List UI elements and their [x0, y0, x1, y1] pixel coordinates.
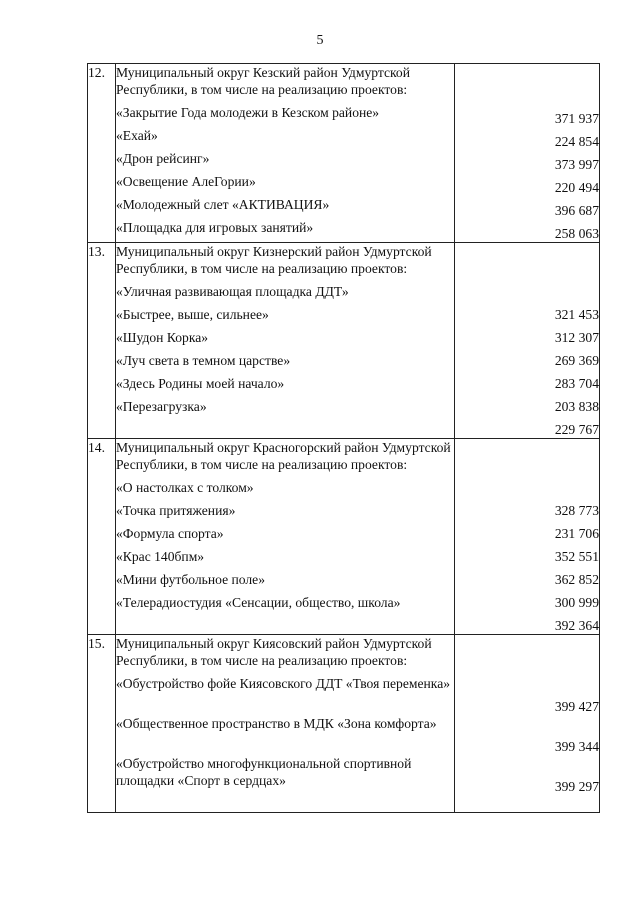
project-amount: 283 704	[554, 376, 599, 391]
amounts-column	[455, 64, 600, 243]
project-amount: 328 773	[554, 503, 599, 518]
table-row	[88, 635, 600, 813]
project-name: «Площадка для игровых занятий»	[116, 220, 314, 235]
municipality-title: Муниципальный округ Красногорский район Удмуртской Республики, в том числе на реализацию проектов:	[116, 440, 451, 472]
project-amount: 269 369	[554, 353, 599, 368]
project-name: «Закрытие Года молодежи в Кезском районе»	[116, 105, 380, 120]
amounts-column	[455, 439, 600, 635]
project-name: «Освещение АлеГории»	[116, 174, 256, 189]
project-name: «Обустройство фойе Киясовского ДДТ «Твоя переменка»	[116, 676, 451, 691]
spacer	[455, 635, 599, 692]
row-number: 12.	[88, 64, 116, 243]
project-name: «Шудон Корка»	[116, 330, 209, 345]
municipality-title: Муниципальный округ Кезский район Удмуртской Республики, в том числе на реализацию проектов:	[116, 65, 410, 97]
project-name: «Мини футбольное поле»	[116, 572, 266, 587]
row-number: 14.	[88, 439, 116, 635]
project-name: «Уличная развивающая площадка ДДТ»	[116, 284, 349, 299]
project-amount: 399 297	[554, 779, 599, 794]
row-number: 15.	[88, 635, 116, 813]
project-amount: 371 937	[554, 111, 599, 126]
spacer	[455, 64, 599, 104]
project-amount: 362 852	[554, 572, 599, 587]
project-amount: 258 063	[554, 226, 599, 241]
project-amount: 373 997	[554, 157, 599, 172]
project-amount: 203 838	[554, 399, 599, 414]
spacer	[455, 439, 599, 496]
section-content	[116, 243, 455, 439]
table-row	[88, 243, 600, 439]
project-name: «Молодежный слет «АКТИВАЦИЯ»	[116, 197, 330, 212]
project-amount: 229 767	[554, 422, 599, 437]
project-amount: 399 344	[554, 739, 599, 754]
spacer	[455, 243, 599, 300]
municipality-title: Муниципальный округ Кизнерский район Удмуртской Республики, в том числе на реализацию проектов:	[116, 244, 432, 276]
amounts-column	[455, 635, 600, 813]
project-amount: 399 427	[554, 699, 599, 714]
section-content	[116, 439, 455, 635]
amounts-column	[455, 243, 600, 439]
funding-table	[87, 63, 600, 813]
municipality-title: Муниципальный округ Киясовский район Удмуртской Республики, в том числе на реализацию проектов:	[116, 636, 432, 668]
project-amount: 224 854	[554, 134, 599, 149]
project-amount: 352 551	[554, 549, 599, 564]
project-name: «Общественное пространство в МДК «Зона комфорта»	[116, 716, 437, 731]
project-amount: 321 453	[554, 307, 599, 322]
project-name: «Ехай»	[116, 128, 158, 143]
project-name: «Телерадиостудия «Сенсации, общество, школа»	[116, 595, 401, 610]
section-content	[116, 64, 455, 243]
project-name: «Быстрее, выше, сильнее»	[116, 307, 269, 322]
project-name: «Точка притяжения»	[116, 503, 236, 518]
project-name: «Луч света в темном царстве»	[116, 353, 291, 368]
page-number: 5	[316, 33, 324, 48]
project-name: «Перезагрузка»	[116, 399, 207, 414]
project-name: «О настолках с толком»	[116, 480, 254, 495]
section-content	[116, 635, 455, 813]
project-amount: 392 364	[554, 618, 599, 633]
project-name: «Дрон рейсинг»	[116, 151, 210, 166]
project-amount: 220 494	[554, 180, 599, 195]
project-name: «Формула спорта»	[116, 526, 224, 541]
row-number: 13.	[88, 243, 116, 439]
project-name: «Здесь Родины моей начало»	[116, 376, 285, 391]
project-name: «Крас 140бпм»	[116, 549, 205, 564]
table-row	[88, 439, 600, 635]
table-row	[88, 64, 600, 243]
project-amount: 300 999	[554, 595, 599, 610]
project-amount: 312 307	[554, 330, 599, 345]
project-name: «Обустройство многофункциональной спортивной площадки «Спорт в сердцах»	[116, 756, 412, 788]
project-amount: 396 687	[554, 203, 599, 218]
project-amount: 231 706	[554, 526, 599, 541]
